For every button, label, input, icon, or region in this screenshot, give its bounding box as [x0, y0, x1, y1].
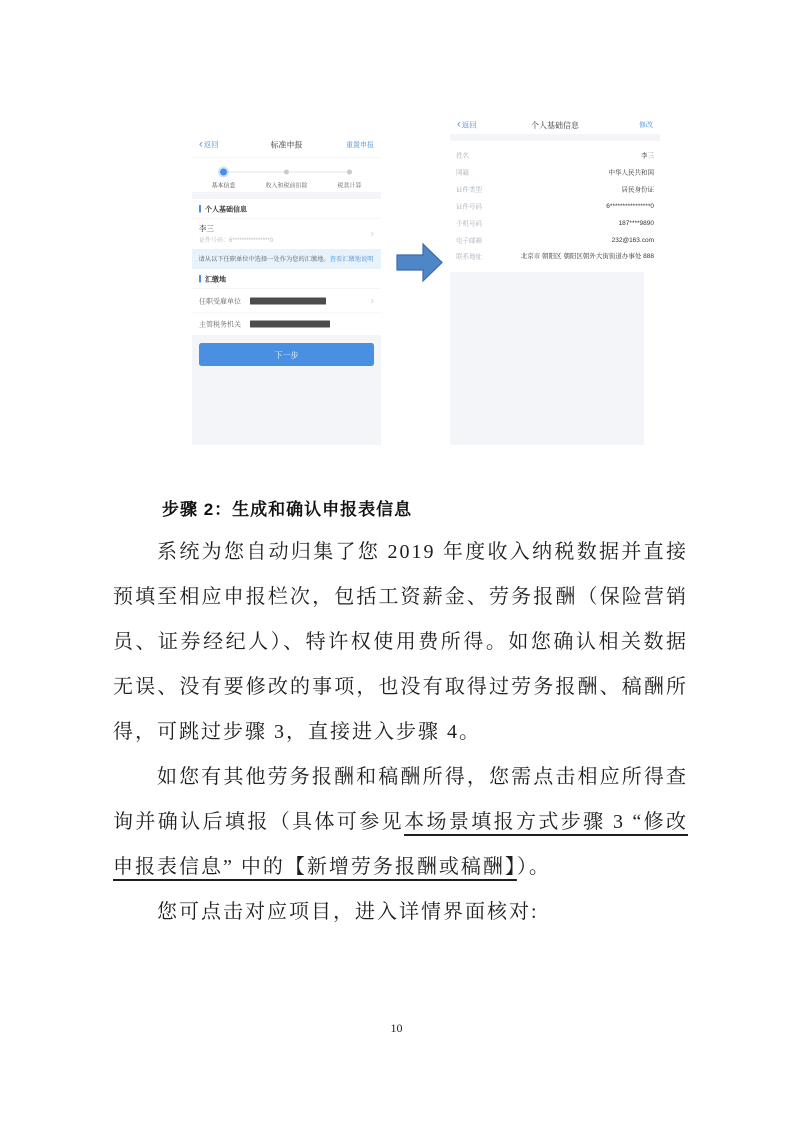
remittance-notice-banner: [192, 249, 381, 269]
right-phone-header: [450, 110, 660, 134]
paragraph-suffix: ）。: [516, 856, 551, 878]
info-value: 232@163.com: [611, 235, 654, 244]
step-dot-active-icon: [220, 169, 227, 176]
info-row-nationality: 国籍 中华人民共和国: [456, 168, 654, 176]
info-row-email: 电子邮箱 232@163.com: [456, 235, 654, 244]
tax-authority-label: 主管税务机关: [199, 320, 241, 328]
step-tax-calculation[interactable]: 税款计算: [318, 164, 381, 190]
screen-title: 标准申报: [270, 141, 303, 150]
crossref-underline: 本场景填报方式步骤 3 “修改申报表信息” 中的【新增劳务报酬或稿酬】: [113, 811, 688, 878]
employer-row[interactable]: [192, 289, 381, 313]
info-row-name: 姓名 李三: [456, 151, 654, 159]
back-chevron-icon: ‹: [457, 117, 461, 130]
right-phone-footer: [450, 272, 644, 445]
document-body: [113, 496, 688, 935]
edit-link[interactable]: 修改: [639, 120, 653, 129]
info-row-id-type: 证件类型 居民身份证: [456, 185, 654, 193]
paragraph-auto-collect: 系统为您自动归集了您 2019 年度收入纳税数据并直接预填至相应申报栏次，包括工资薪金、劳务报酬（保险营销员、证券经纪人）、特许权使用费所得。如您确认相关数据无误、没有要修改的事项，也没有取得过劳务报酬、稿酬所得，可跳过步骤 3，直接进入步骤 4。: [113, 541, 688, 743]
paragraph-check-items: 您可点击对应项目，进入详情界面核对:: [157, 901, 539, 923]
left-phone-header: [192, 120, 381, 158]
info-value: 李三: [640, 151, 654, 159]
step-dot-icon: [347, 170, 352, 175]
chevron-right-icon: ›: [370, 227, 374, 239]
screenshot-standard-declaration: [192, 120, 381, 445]
info-row-mobile: 手机号码 187****9890: [456, 218, 654, 227]
paragraph-other-income: [113, 755, 688, 890]
info-value: 187****9890: [618, 218, 654, 227]
section-personal-info: 个人基础信息: [192, 199, 381, 219]
tax-authority-row: [192, 313, 381, 335]
notice-text: 请从以下任职单位中选择一处作为您的汇缴地。: [198, 255, 330, 263]
paragraph-prefix: 如您有其他劳务报酬和稿酬所得，您需点击相应所得查询并确认后填报（具体可参见: [113, 766, 688, 833]
back-button[interactable]: ‹ 返回: [199, 137, 219, 150]
progress-stepper: [192, 158, 381, 192]
screenshot-personal-basic-info: [450, 110, 660, 445]
back-button[interactable]: ‹ 返回: [457, 117, 477, 130]
section-bar-icon: [199, 205, 201, 213]
page-number: 10: [390, 1021, 403, 1035]
next-step-button[interactable]: 下一步: [199, 343, 374, 366]
person-name: 李三: [199, 224, 215, 233]
personal-info-list: [450, 141, 660, 265]
section-bar-icon: [199, 275, 201, 283]
info-row-id-number: 证件号码 6****************0: [456, 201, 654, 210]
section-remittance-place: 汇缴地: [192, 269, 381, 289]
step-basic-info[interactable]: 基本信息: [192, 164, 255, 190]
info-value: 中华人民共和国: [608, 168, 654, 176]
reset-declaration-link[interactable]: 重置申报: [346, 140, 374, 149]
step2-heading: 步骤 2：生成和确认申报表信息: [162, 500, 413, 519]
employer-label: 任职受雇单位: [199, 296, 241, 305]
info-value: 北京市 朝阳区 朝阳区朝外大街街道办事处 888: [520, 252, 654, 260]
step-income-deductions[interactable]: 收入和税前扣除: [255, 164, 318, 190]
back-chevron-icon: ‹: [199, 137, 203, 150]
redacted-employer-value: [250, 297, 326, 304]
left-phone-footer: [192, 335, 381, 445]
step-dot-icon: [284, 170, 289, 175]
section-divider: [192, 192, 381, 199]
redacted-tax-authority-value: [250, 321, 330, 328]
person-id: 证件号码：6****************0: [199, 236, 274, 244]
section-divider: [450, 134, 660, 141]
screen-title: 个人基础信息: [530, 121, 579, 130]
arrow-right-icon: [396, 242, 444, 283]
person-row[interactable]: [192, 219, 381, 249]
info-value: 居民身份证: [621, 185, 654, 193]
info-row-address: 联系地址 北京市 朝阳区 朝阳区朝外大街街道办事处 888: [456, 252, 654, 260]
chevron-right-icon: ›: [370, 295, 374, 306]
remittance-help-link[interactable]: 查看汇缴地说明: [329, 255, 374, 263]
info-value: 6****************0: [606, 201, 654, 210]
